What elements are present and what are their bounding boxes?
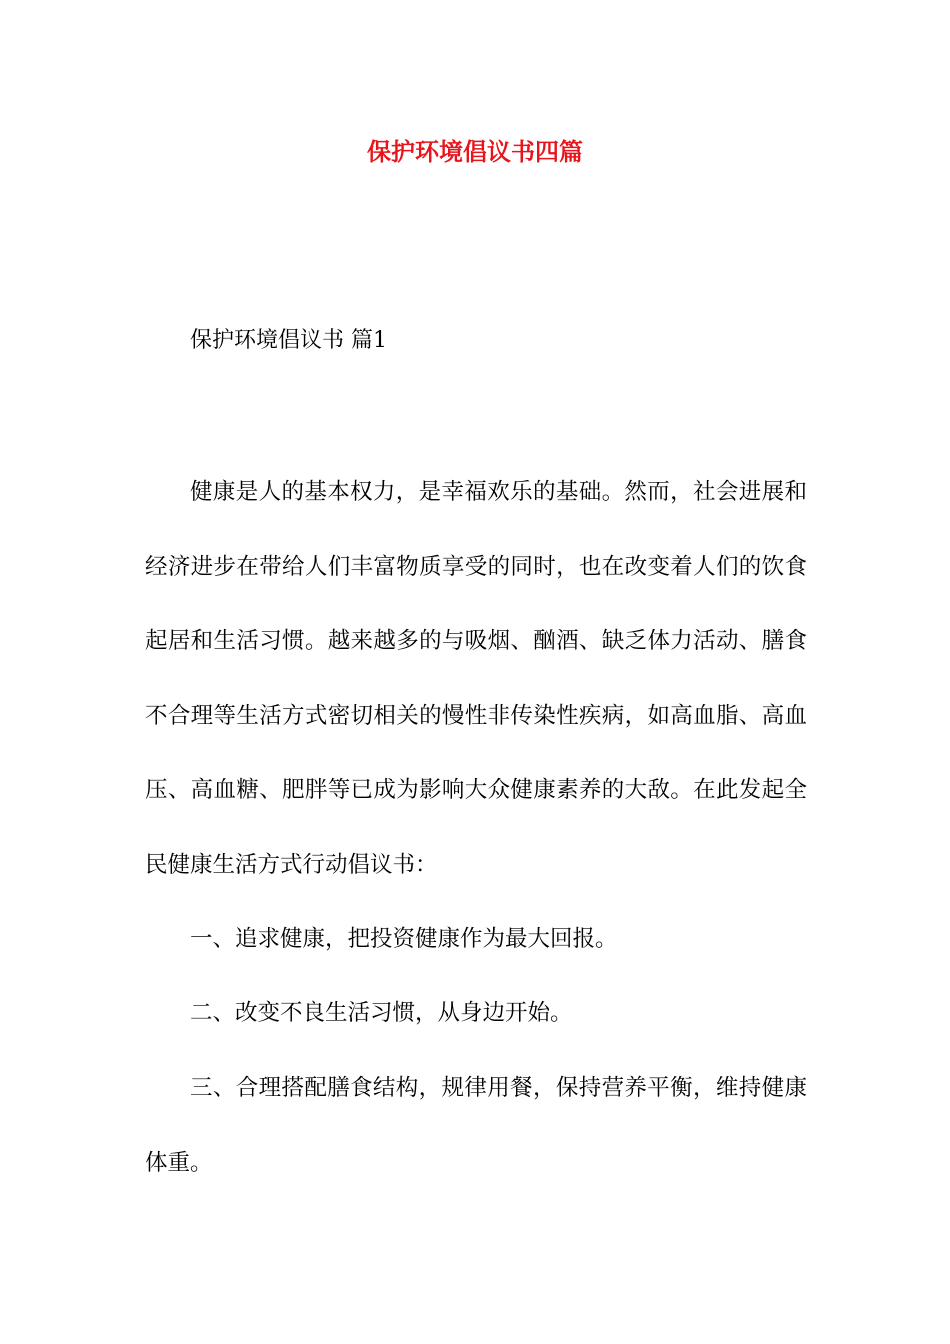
paragraph-item-1: 一、追求健康，把投资健康作为最大回报。 (190, 926, 618, 952)
paragraph-intro: 健康是人的基本权力，是幸福欢乐的基础。然而，社会进展和经济进步在带给人们丰富物质享受的同时，也在改变着人们的饮食起居和生活习惯。越来越多的与吸烟、酗酒、缺乏体力活动、膳食不合理等生活方式密切相关的慢性非传染性疾病，如高血脂、高血压、高血糖、肥胖等已成为影响大众健康素养的大敌。在此发起全民健康生活方式行动倡议书： (145, 479, 807, 878)
section-heading: 保护环境倡议书 篇1 (190, 328, 387, 353)
paragraph-item-2: 二、改变不良生活习惯，从身边开始。 (190, 1000, 573, 1026)
document-title: 保护环境倡议书四篇 (367, 137, 583, 166)
paragraph-item-3: 三、合理搭配膳食结构，规律用餐，保持营养平衡，维持健康体重。 (145, 1075, 807, 1176)
